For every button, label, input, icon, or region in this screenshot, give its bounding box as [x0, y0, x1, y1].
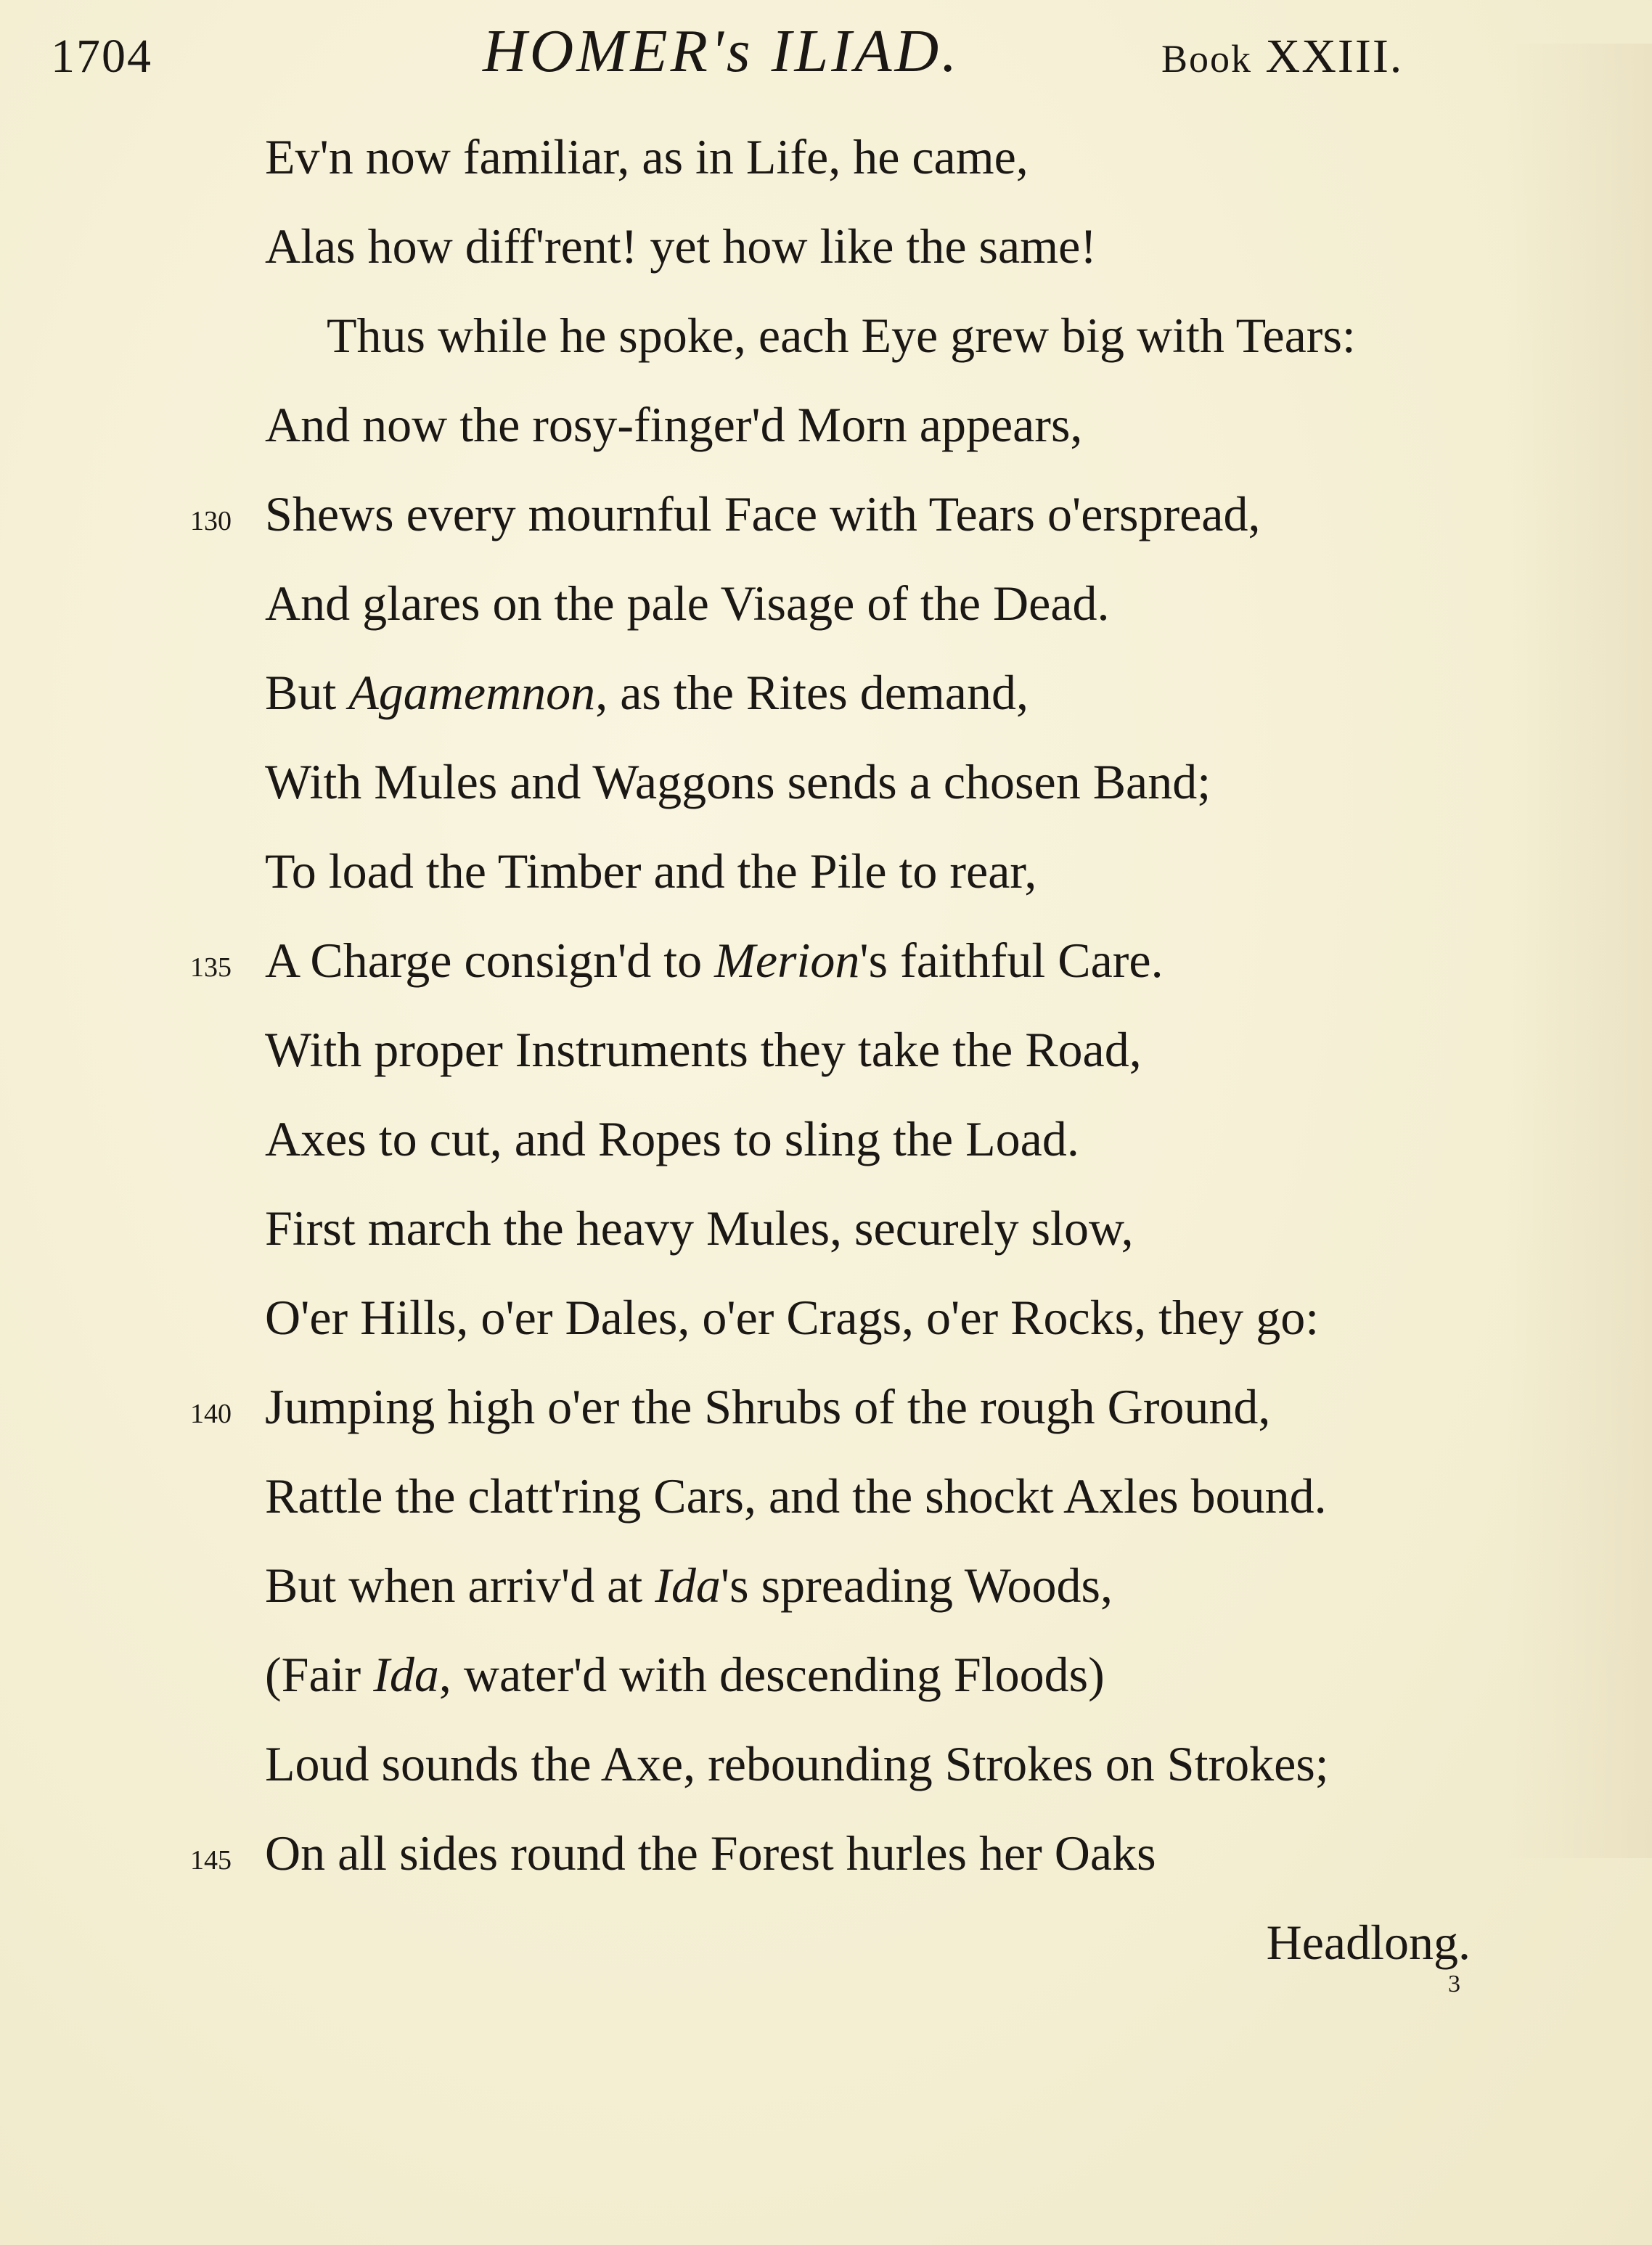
line-number: 145	[190, 1845, 232, 1876]
line-text: Alas how diff'rent! yet how like the same!	[265, 218, 1097, 274]
line-text: On all sides round the Forest hurles her Oaks	[265, 1825, 1156, 1881]
line-text: O'er Hills, o'er Dales, o'er Crags, o'er Rocks, they go:	[265, 1290, 1320, 1345]
line-text: Ev'n now familiar, as in Life, he came,	[265, 129, 1029, 184]
italic-name: Agamemnon	[348, 665, 596, 720]
line-text: Headlong.	[1266, 1915, 1471, 1970]
line-text-after: 's faithful Care.	[859, 933, 1164, 988]
line-text: To load the Timber and the Pile to rear,	[265, 843, 1037, 899]
line-text	[265, 648, 1029, 737]
page-header	[0, 15, 1652, 87]
book-number: XXIII.	[1265, 30, 1404, 83]
poem-line	[0, 470, 1652, 559]
line-text: With proper Instruments they take the Road,	[265, 1022, 1142, 1077]
line-number: 140	[190, 1399, 232, 1429]
line-text: Rattle the clatt'ring Cars, and the shockt Axles bound.	[265, 1468, 1327, 1524]
poem-line	[0, 916, 1652, 1005]
line-number: 135	[190, 952, 232, 983]
poem-line	[0, 827, 1652, 916]
line-text-before: A Charge consign'd to	[265, 933, 715, 988]
italic-name: Ida	[655, 1558, 721, 1613]
poem-line	[0, 1095, 1652, 1184]
line-text-after: , as the Rites demand,	[595, 665, 1029, 720]
line-text: With Mules and Waggons sends a chosen Band;	[265, 754, 1211, 809]
signature-mark: 3	[1448, 1971, 1460, 1997]
line-text: Loud sounds the Axe, rebounding Strokes on Strokes;	[265, 1736, 1329, 1791]
poem-line	[0, 291, 1652, 380]
line-text: Shews every mournful Face with Tears o'erspread,	[265, 486, 1261, 541]
line-number: 130	[190, 506, 232, 536]
line-text-before: (Fair	[265, 1647, 374, 1702]
line-text: First march the heavy Mules, securely slow,	[265, 1201, 1134, 1256]
line-text: And now the rosy-finger'd Morn appears,	[265, 397, 1083, 452]
poem-line-continuation	[0, 1898, 1652, 1987]
line-text	[265, 1541, 1113, 1630]
line-text: Thus while he spoke, each Eye grew big with Tears:	[327, 308, 1356, 363]
poem-line	[0, 1184, 1652, 1273]
poem-line	[0, 1719, 1652, 1809]
line-text: Axes to cut, and Ropes to sling the Load.	[265, 1111, 1079, 1166]
line-text-after: , water'd with descending Floods)	[438, 1647, 1105, 1702]
line-text-after: 's spreading Woods,	[720, 1558, 1113, 1613]
poem-line	[0, 202, 1652, 291]
poem-line	[0, 648, 1652, 737]
poem-line	[0, 1273, 1652, 1362]
page-number: 1704	[51, 30, 152, 83]
running-title: HOMER's ILIAD.	[483, 17, 960, 85]
poem-line	[0, 1452, 1652, 1541]
poem-text	[0, 113, 1652, 1987]
italic-name: Ida	[373, 1647, 439, 1702]
poem-line	[0, 1630, 1652, 1719]
poem-line	[0, 559, 1652, 648]
italic-name: Merion	[714, 933, 860, 988]
poem-line	[0, 1362, 1652, 1452]
poem-line	[0, 737, 1652, 827]
line-text	[265, 1630, 1105, 1719]
book-label	[1161, 29, 1403, 84]
line-text-before: But	[265, 665, 349, 720]
poem-line	[0, 113, 1652, 202]
line-text-before: But when arriv'd at	[265, 1558, 655, 1613]
line-text: Jumping high o'er the Shrubs of the rough Ground,	[265, 1379, 1271, 1434]
poem-line	[0, 1541, 1652, 1630]
book-word: Book	[1161, 37, 1253, 81]
poem-line	[0, 1809, 1652, 1898]
line-text	[265, 916, 1164, 1005]
poem-line	[0, 380, 1652, 470]
line-text: And glares on the pale Visage of the Dead.	[265, 576, 1110, 631]
poem-line	[0, 1005, 1652, 1095]
